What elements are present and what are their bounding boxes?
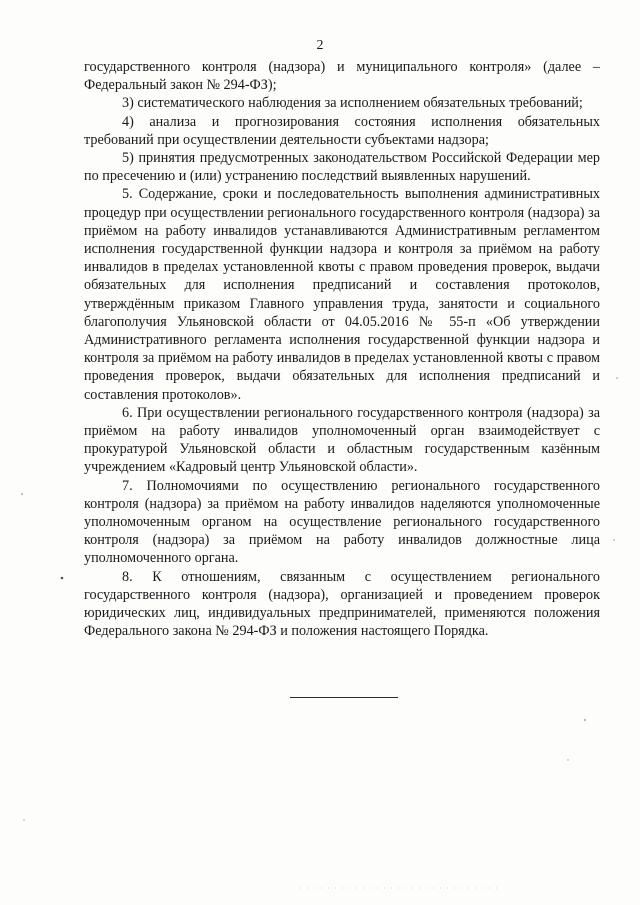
paragraph-item-3: 3) систематического наблюдения за исполнением обязательных требований; <box>122 95 583 112</box>
paragraph-clause-7: 7. Полномочиями по осуществлению регионального государственного контроля (надзора) за приёмом на работу инвалидов наделяются уполномоченные уполномоченным органом на осуществление регионального государственного контроля (надзора) за приёмом на работу инвалидов должностные лица уполномоченного органа. <box>84 477 600 567</box>
end-of-text-rule <box>290 697 398 698</box>
document-body <box>84 58 600 641</box>
paragraph-continuation: государственного контроля (надзора) и муниципального контроля» (далее – Федеральный закон № 294-ФЗ); <box>84 59 600 94</box>
paragraph-clause-5: 5. Содержание, сроки и последовательность выполнения административных процедур при осуществлении регионального государственного контроля (надзора) за приёмом на работу инвалидов устанавливаются Административным регламентом исполнения государственной функции надзора и контроля за приёмом на работу инвалидов в пределах установленной квоты с правом проведения проверок, выдачи обязательных для исполнения предписаний и составления протоколов, утверждённым приказом Главного управления труда, занятости и социального благополучия Ульяновской области от 04.05.2016 № 55-п «Об утверждении Административного регламента исполнения государственной функции надзора и контроля за приёмом на работу инвалидов в пределах установленной квоты с правом проведения проверок, выдачи обязательных для исполнения предписаний и составления протоколов». <box>84 186 600 403</box>
paragraph-item-5: 5) принятия предусмотренных законодательством Российской Федерации мер по пресечению и (или) устранению последствий выявленных нарушений. <box>84 150 600 185</box>
page-number: 2 <box>316 38 324 53</box>
paragraph-clause-8: 8. К отношениям, связанным с осуществлением регионального государственного контроля (надзора), организацией и проведением проверок юридических лиц, индивидуальных предпринимателей, применяются положения Федерального закона № 294-ФЗ и положения настоящего Порядка. <box>84 568 600 640</box>
paragraph-clause-6: 6. При осуществлении регионального государственного контроля (надзора) за приёмом на работу инвалидов уполномоченный орган взаимодействует с прокуратурой Ульяновской области и областным государственным казённым учреждением «Кадровый центр Ульяновской области». <box>84 404 600 476</box>
paragraph-item-4: 4) анализа и прогнозирования состояния исполнения обязательных требований при осуществлении деятельности субъектами надзора; <box>84 113 600 148</box>
